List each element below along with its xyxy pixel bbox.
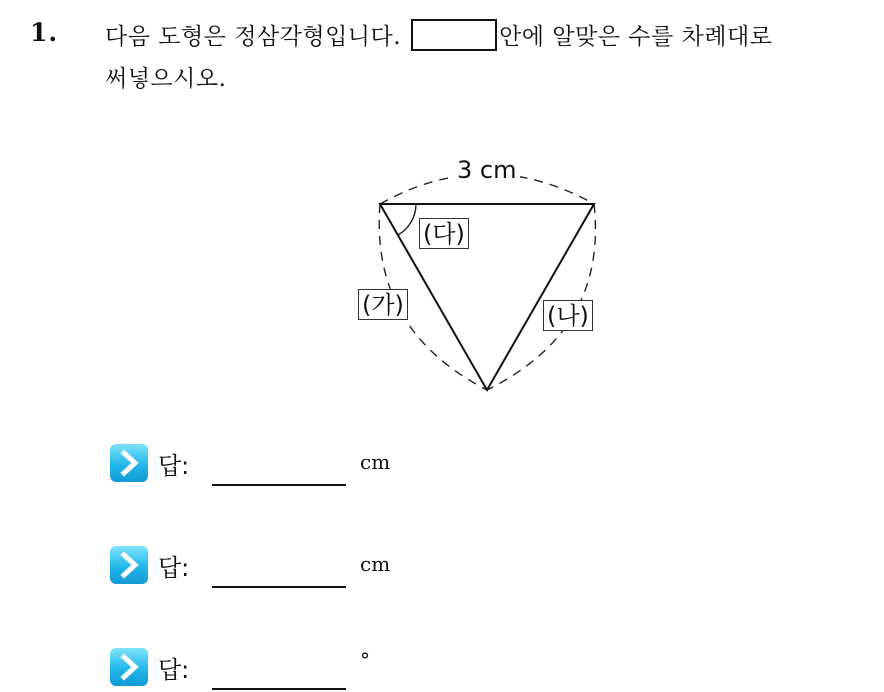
- answer-unit: °: [360, 648, 370, 672]
- equilateral-triangle: [380, 204, 594, 390]
- answer-blank-line[interactable]: [212, 586, 346, 588]
- question-number: 1.: [30, 18, 59, 47]
- answer-label: 답:: [158, 656, 190, 684]
- label-da: (다): [419, 218, 469, 249]
- triangle-drawing: [340, 150, 620, 400]
- blank-box: [411, 19, 497, 51]
- angle-mark: [398, 204, 416, 235]
- answer-label: 답:: [158, 554, 190, 582]
- answer-row-2: [110, 546, 510, 590]
- question-text-line-2: 써넣으시오.: [105, 66, 227, 92]
- chevron-right-icon: [110, 546, 148, 584]
- question-text-part-2: 안에 알맞은 수를 차례대로: [499, 24, 773, 50]
- chevron-right-icon: [110, 648, 148, 686]
- answer-unit: cm: [360, 552, 391, 576]
- answer-blank-line[interactable]: [212, 484, 346, 486]
- label-ga: (가): [358, 289, 408, 320]
- triangle-figure: [340, 150, 620, 400]
- top-side-label: 3 cm: [453, 158, 520, 182]
- question-text-part-1: 다음 도형은 정삼각형입니다.: [105, 24, 402, 50]
- label-na: (나): [543, 300, 593, 331]
- question-text-line-1: [105, 18, 772, 51]
- answer-unit: cm: [360, 450, 391, 474]
- answer-blank-line[interactable]: [212, 688, 346, 690]
- chevron-right-icon: [110, 444, 148, 482]
- answer-label: 답:: [158, 452, 190, 480]
- answer-row-3: [110, 648, 510, 692]
- answer-row-1: [110, 444, 510, 488]
